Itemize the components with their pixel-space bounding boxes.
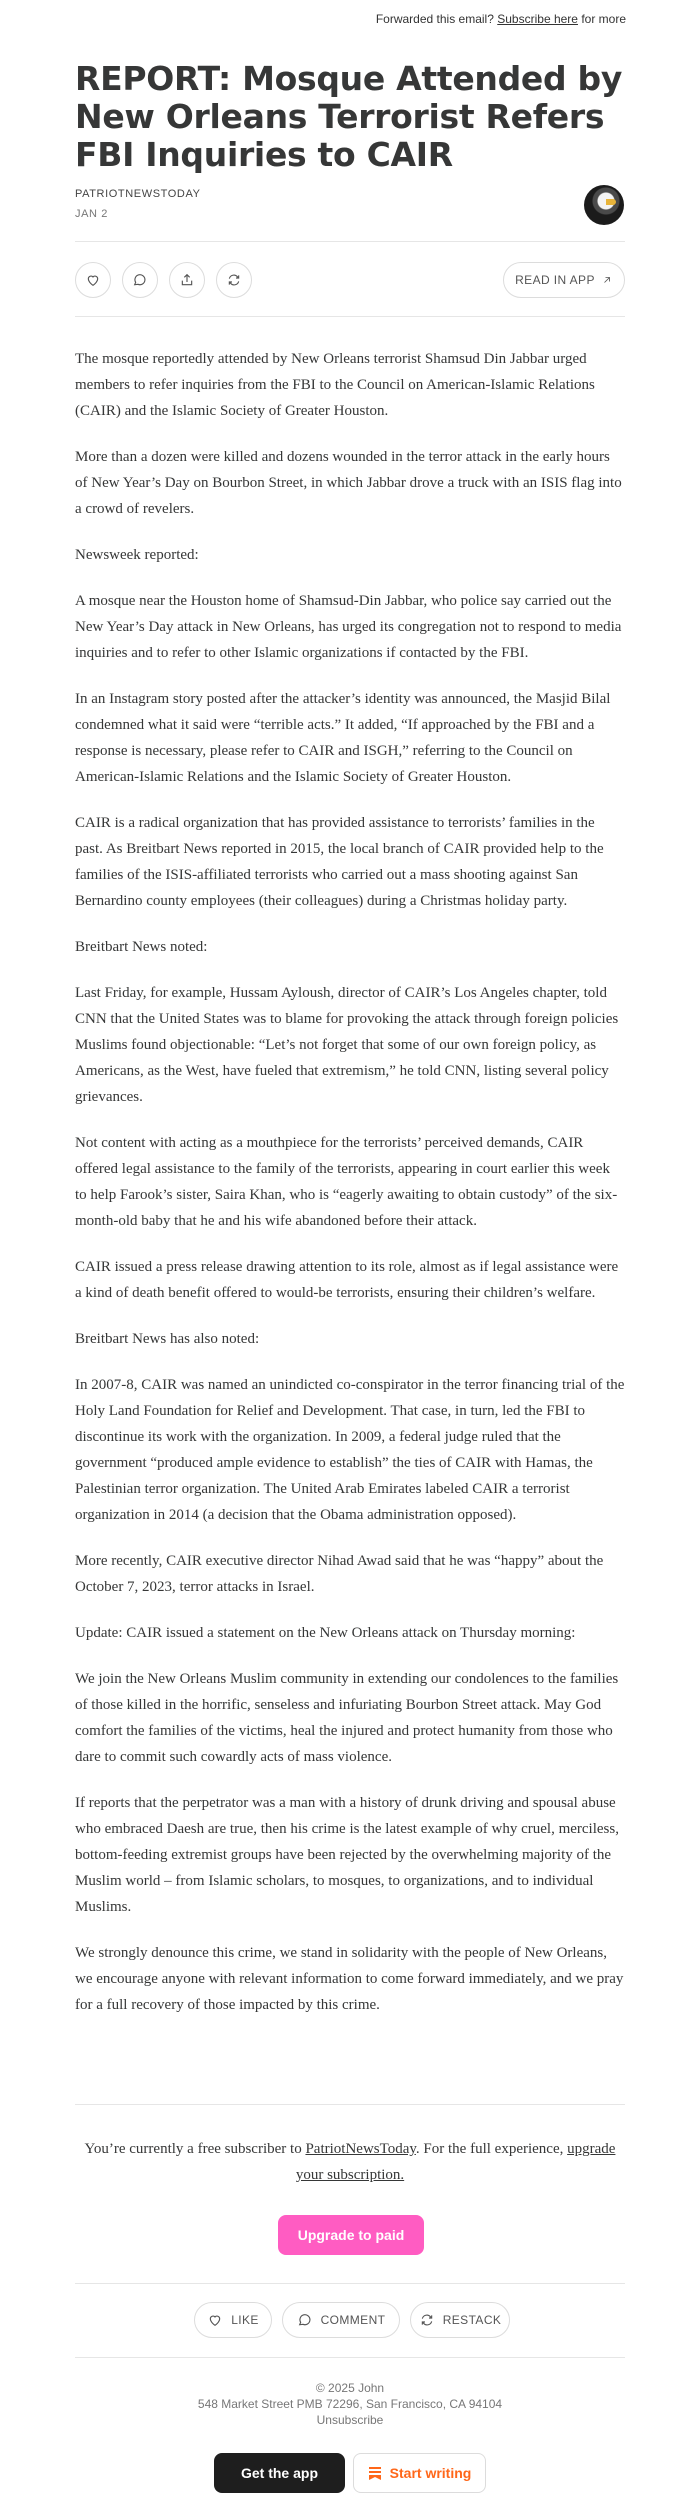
article-paragraph: CAIR issued a press release drawing attention to its role, almost as if legal assistance were a kind of death benefit offered to would-be terrorists, ensuring their children’s welfare. xyxy=(75,1259,619,1301)
article-paragraph: More recently, CAIR executive director Nihad Awad said that he was “happy” about the October 7, 2023, terror attacks in Israel. xyxy=(75,1553,604,1595)
restack-icon xyxy=(226,272,242,288)
publication-link[interactable]: PatriotNewsToday xyxy=(305,2141,416,2157)
restack-icon-button[interactable] xyxy=(216,262,252,298)
publication-name[interactable]: PATRIOTNEWSTODAY xyxy=(75,188,201,200)
article-paragraph: The mosque reportedly attended by New Orleans terrorist Shamsud Din Jabbar urged members to refer inquiries from the FBI to the Council on American-Islamic Relations (CAIR) and the Islamic Society of Greater Houston. xyxy=(75,351,595,419)
article-paragraph: CAIR is a radical organization that has provided assistance to terrorists’ families in the past. As Breitbart News reported in 2015, the local branch of CAIR provided help to the families of the ISIS-affiliated terrorists who carried out a mass shooting against San Bernardino county employees (their colleagues) during a Christmas holiday party. xyxy=(75,815,604,909)
get-the-app-button[interactable]: Get the app xyxy=(214,2453,345,2493)
article-paragraph: More than a dozen were killed and dozens wounded in the terror attack in the early hours of New Year’s Day on Bourbon Street, in which Jabbar drove a truck with an ISIS flag into a crowd of revelers. xyxy=(75,449,622,517)
start-writing-label: Start writing xyxy=(389,2465,472,2481)
comment-bubble-icon xyxy=(132,272,148,288)
divider xyxy=(75,2357,625,2358)
article-paragraph: Newsweek reported: xyxy=(75,547,199,563)
upgrade-link[interactable]: upgrade your subscription. xyxy=(295,2141,616,2183)
comment-button[interactable] xyxy=(282,2302,400,2338)
article-body xyxy=(75,346,625,2038)
divider xyxy=(75,316,625,317)
article-paragraph: A mosque near the Houston home of Shamsud-Din Jabbar, who police say carried out the New Year’s Day attack in New Orleans, has urged its congregation not to respond to media inquiries and to refer to other Islamic organizations if contacted by the FBI. xyxy=(75,593,622,661)
article-paragraph: In 2007-8, CAIR was named an unindicted co-conspirator in the terror financing trial of the Holy Land Foundation for Relief and Development. That case, in turn, led the FBI to discontinue its work with the organization. In 2009, a federal judge ruled that the government “produced ample evidence to establish” the ties of CAIR with Hamas, the Palestinian terror organization. The United Arab Emirates labeled CAIR a terrorist organization in 2014 (a decision that the Obama administration opposed). xyxy=(75,1377,625,1523)
divider xyxy=(75,241,625,242)
author-avatar[interactable] xyxy=(584,185,624,225)
article-paragraph: We join the New Orleans Muslim community in extending our condolences to the families of those killed in the horrific, senseless and infuriating Bourbon Street attack. May God comfort the families of the victims, heal the injured and protect humanity from those who dare to commit such cowardly acts of mass violence. xyxy=(75,1671,619,1765)
like-label: LIKE xyxy=(231,2313,259,2327)
heart-icon xyxy=(207,2312,223,2328)
share-icon-button[interactable] xyxy=(169,262,205,298)
article-paragraph: If reports that the perpetrator was a man with a history of drunk driving and spousal abuse who embraced Daesh are true, then his crime is the latest example of why cruel, merciless, bottom-feeding extremist groups have been rejected by the overwhelming majority of the Muslim world – from Islamic scholars, to mosques, to organizations, and to individual Muslims. xyxy=(75,1795,619,1915)
forwarded-notice xyxy=(376,12,626,26)
article-paragraph: Breitbart News has also noted: xyxy=(75,1331,260,1347)
divider xyxy=(75,2283,625,2284)
restack-label: RESTACK xyxy=(442,2313,502,2327)
comment-bubble-icon xyxy=(297,2312,313,2328)
like-icon-button[interactable] xyxy=(75,262,111,298)
like-button[interactable] xyxy=(194,2302,272,2338)
divider xyxy=(75,2104,625,2105)
heart-icon xyxy=(85,272,101,288)
arrow-up-right-icon xyxy=(601,274,613,286)
article-paragraph: Breitbart News noted: xyxy=(75,939,208,955)
upgrade-to-paid-button[interactable]: Upgrade to paid xyxy=(278,2215,424,2255)
comment-label: COMMENT xyxy=(320,2313,386,2327)
article-paragraph: Update: CAIR issued a statement on the New Orleans attack on Thursday morning: xyxy=(75,1625,576,1641)
subscription-text-prefix: You’re currently a free subscriber to xyxy=(84,2141,302,2157)
read-in-app-label: READ IN APP xyxy=(515,273,595,287)
footer-copyright: © 2025 John xyxy=(315,2381,385,2395)
article-paragraph: Last Friday, for example, Hussam Ayloush, director of CAIR’s Los Angeles chapter, told CNN that the United States was to blame for provoking the attack through foreign policies Muslims found objectionable: “Let’s not forget that some of our own foreign policy, as Americans, as the West, have fueled that extremism,” he told CNN, listing several policy grievances. xyxy=(75,985,619,1105)
unsubscribe-link[interactable]: Unsubscribe xyxy=(316,2413,384,2427)
subscribe-link[interactable]: Subscribe here xyxy=(497,12,578,26)
forwarded-suffix: for more xyxy=(581,12,626,26)
start-writing-button[interactable] xyxy=(353,2453,486,2493)
comment-icon-button[interactable] xyxy=(122,262,158,298)
share-icon xyxy=(179,272,195,288)
post-date: JAN 2 xyxy=(75,208,108,220)
article-paragraph: Not content with acting as a mouthpiece for the terrorists’ perceived demands, CAIR offered legal assistance to the family of the terrorists, appearing in court earlier this week to help Farook’s sister, Saira Khan, who is “eagerly awaiting to obtain custody” of the six-month-old baby that he and his wife abandoned before their attack. xyxy=(75,1135,618,1229)
article-title[interactable]: REPORT: Mosque Attended by New Orleans Terrorist Refers FBI Inquiries to CAIR xyxy=(75,59,623,174)
restack-button[interactable] xyxy=(410,2302,510,2338)
subscription-notice xyxy=(75,2136,625,2188)
forwarded-prefix: Forwarded this email? xyxy=(375,12,494,26)
article-paragraph: In an Instagram story posted after the attacker’s identity was announced, the Masjid Bilal condemned what it said were “terrible acts.” It added, “If approached by the FBI and a response is necessary, please refer to CAIR and ISGH,” referring to the Council on American-Islamic Relations and the Islamic Society of Greater Houston. xyxy=(75,691,611,785)
substack-logo-icon xyxy=(368,2466,382,2480)
subscription-text-middle: . For the full experience, xyxy=(415,2141,564,2157)
article-paragraph: We strongly denounce this crime, we stand in solidarity with the people of New Orleans, we encourage anyone with relevant information to come forward immediately, and we pray for a full recovery of those impacted by this crime. xyxy=(75,1945,624,2013)
restack-icon xyxy=(419,2312,435,2328)
read-in-app-button[interactable] xyxy=(503,262,625,298)
footer-address: 548 Market Street PMB 72296, San Francisco, CA 94104 xyxy=(197,2397,503,2411)
